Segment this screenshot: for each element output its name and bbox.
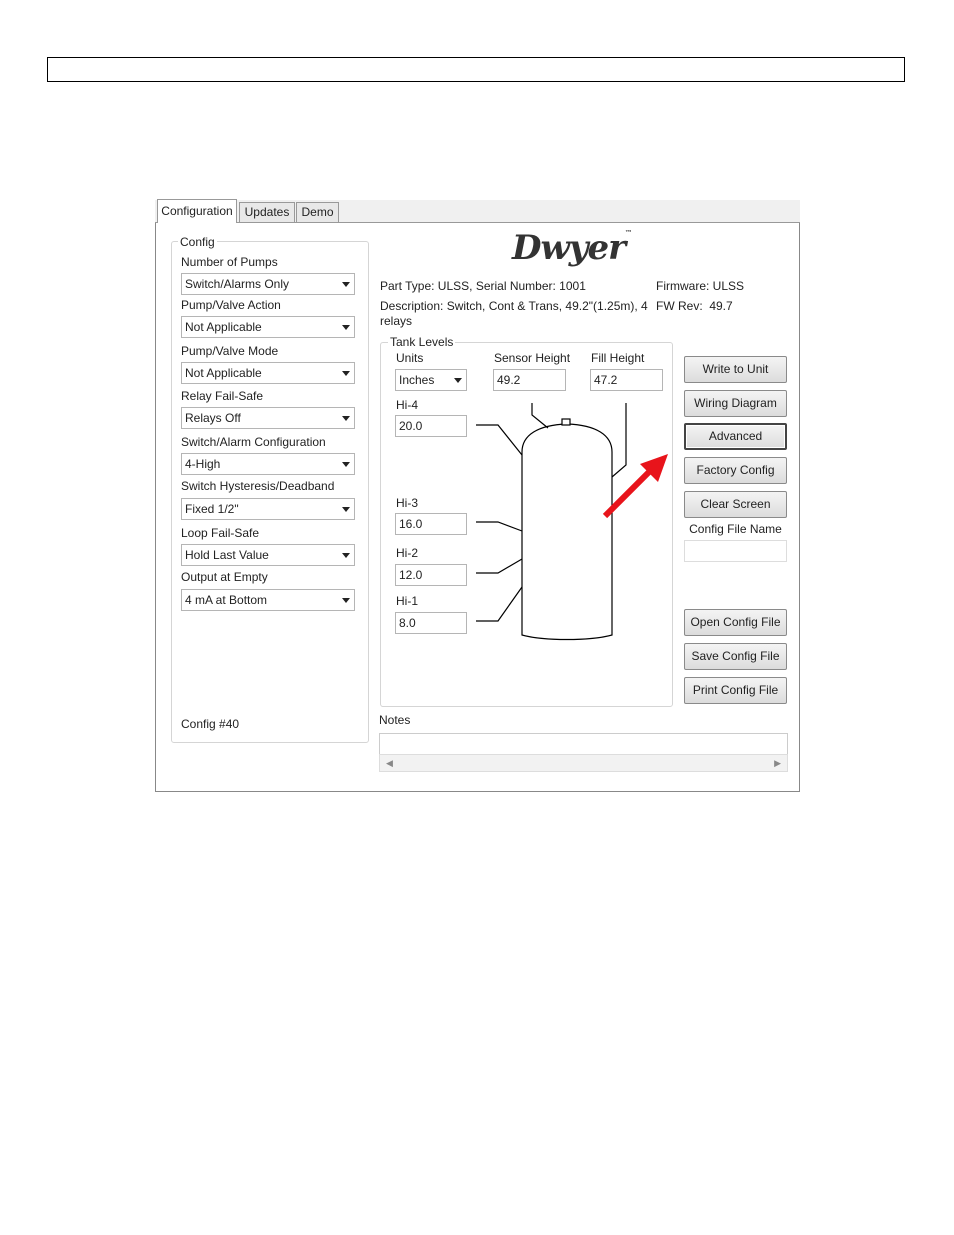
- switch-hysteresis-select[interactable]: [181, 498, 355, 520]
- relay-fail-safe-label: Relay Fail-Safe: [181, 389, 264, 403]
- hi1-label: Hi-1: [396, 594, 419, 608]
- hi2-leader-line: [476, 559, 522, 573]
- config-file-name-label: Config File Name: [689, 522, 782, 536]
- firmware-line: Firmware: ULSS: [656, 279, 745, 293]
- sensor-leader-line: [532, 403, 548, 428]
- number-of-pumps-value: Switch/Alarms Only: [185, 277, 290, 291]
- chevron-down-icon: [342, 598, 350, 603]
- scroll-left-icon[interactable]: ◀: [386, 758, 393, 768]
- tab-divider: [155, 222, 800, 223]
- hi4-leader-line: [476, 425, 522, 455]
- output-at-empty-select[interactable]: [181, 589, 355, 611]
- config-file-name-field[interactable]: [684, 540, 787, 562]
- tank-outline: [522, 424, 612, 640]
- hi3-leader-line: [476, 522, 522, 531]
- hi3-label: Hi-3: [396, 496, 419, 510]
- dwyer-logo: [512, 228, 631, 268]
- chevron-down-icon: [342, 282, 350, 287]
- number-of-pumps-label: Number of Pumps: [181, 255, 278, 269]
- fill-height-field[interactable]: 47.2: [590, 369, 663, 391]
- units-label: Units: [396, 351, 424, 365]
- description-line-2: relays: [380, 314, 413, 328]
- hi4-label: Hi-4: [396, 398, 419, 412]
- loop-fail-safe-label: Loop Fail-Safe: [181, 526, 260, 540]
- page-header-box: [47, 57, 905, 82]
- switch-hysteresis-label: Switch Hysteresis/Deadband: [181, 479, 335, 493]
- output-at-empty-label: Output at Empty: [181, 570, 268, 584]
- units-value: Inches: [399, 373, 435, 387]
- relay-fail-safe-value: Relays Off: [185, 411, 241, 425]
- notes-field[interactable]: [379, 733, 788, 755]
- hi1-leader-line: [476, 587, 522, 621]
- loop-fail-safe-value: Hold Last Value: [185, 548, 269, 562]
- logo-tm: ™: [625, 228, 632, 237]
- pump-valve-mode-value: Not Applicable: [185, 366, 262, 380]
- red-arrow-icon: [600, 450, 672, 522]
- tank-sensor-cap: [562, 419, 570, 425]
- description-line: Description: Switch, Cont & Trans, 49.2"(1.25m), 4: [380, 299, 648, 313]
- scroll-right-icon[interactable]: ▶: [774, 758, 781, 768]
- notes-label: Notes: [379, 713, 411, 727]
- factory-config-button[interactable]: Factory Config: [684, 457, 787, 484]
- hi2-label: Hi-2: [396, 546, 419, 560]
- chevron-down-icon: [454, 378, 462, 383]
- save-config-file-button[interactable]: Save Config File: [684, 643, 787, 670]
- sensor-height-label: Sensor Height: [494, 351, 571, 365]
- loop-fail-safe-select[interactable]: [181, 544, 355, 566]
- chevron-down-icon: [342, 507, 350, 512]
- number-of-pumps-select[interactable]: [181, 273, 355, 295]
- hi3-field[interactable]: 16.0: [395, 513, 467, 535]
- relay-fail-safe-select[interactable]: [181, 407, 355, 429]
- fw-rev-line: FW Rev: 49.7: [656, 299, 733, 313]
- switch-hysteresis-value: Fixed 1/2": [185, 502, 239, 516]
- chevron-down-icon: [342, 416, 350, 421]
- hi1-field[interactable]: 8.0: [395, 612, 467, 634]
- advanced-button[interactable]: Advanced: [684, 423, 787, 450]
- chevron-down-icon: [342, 325, 350, 330]
- logo-text: Dwyer: [512, 228, 626, 268]
- hi2-field[interactable]: 12.0: [395, 564, 467, 586]
- pump-valve-action-label: Pump/Valve Action: [181, 298, 281, 312]
- pump-valve-action-value: Not Applicable: [185, 320, 262, 334]
- pump-valve-mode-label: Pump/Valve Mode: [181, 344, 279, 358]
- fill-height-label: Fill Height: [591, 351, 645, 365]
- config-group-title: Config: [180, 235, 215, 249]
- clear-screen-button[interactable]: Clear Screen: [684, 491, 787, 518]
- tab-demo[interactable]: Demo: [296, 202, 339, 222]
- open-config-file-button[interactable]: Open Config File: [684, 609, 787, 636]
- tab-configuration[interactable]: Configuration: [157, 199, 237, 223]
- print-config-file-button[interactable]: Print Config File: [684, 677, 787, 704]
- output-at-empty-value: 4 mA at Bottom: [185, 593, 268, 607]
- wiring-diagram-button[interactable]: Wiring Diagram: [684, 390, 787, 417]
- part-type-line: Part Type: ULSS, Serial Number: 1001: [380, 279, 586, 293]
- switch-alarm-config-label: Switch/Alarm Configuration: [181, 435, 326, 449]
- tab-updates[interactable]: Updates: [239, 202, 295, 222]
- switch-alarm-config-value: 4-High: [185, 457, 221, 471]
- chevron-down-icon: [342, 553, 350, 558]
- switch-alarm-config-select[interactable]: [181, 453, 355, 475]
- sensor-height-field[interactable]: 49.2: [493, 369, 566, 391]
- pump-valve-action-select[interactable]: [181, 316, 355, 338]
- notes-scrollbar[interactable]: [379, 754, 788, 772]
- write-to-unit-button[interactable]: Write to Unit: [684, 356, 787, 383]
- chevron-down-icon: [342, 371, 350, 376]
- chevron-down-icon: [342, 462, 350, 467]
- units-select[interactable]: [395, 369, 467, 391]
- tank-levels-title: Tank Levels: [390, 335, 454, 349]
- hi4-field[interactable]: 20.0: [395, 415, 467, 437]
- pump-valve-mode-select[interactable]: [181, 362, 355, 384]
- config-number: Config #40: [181, 717, 240, 731]
